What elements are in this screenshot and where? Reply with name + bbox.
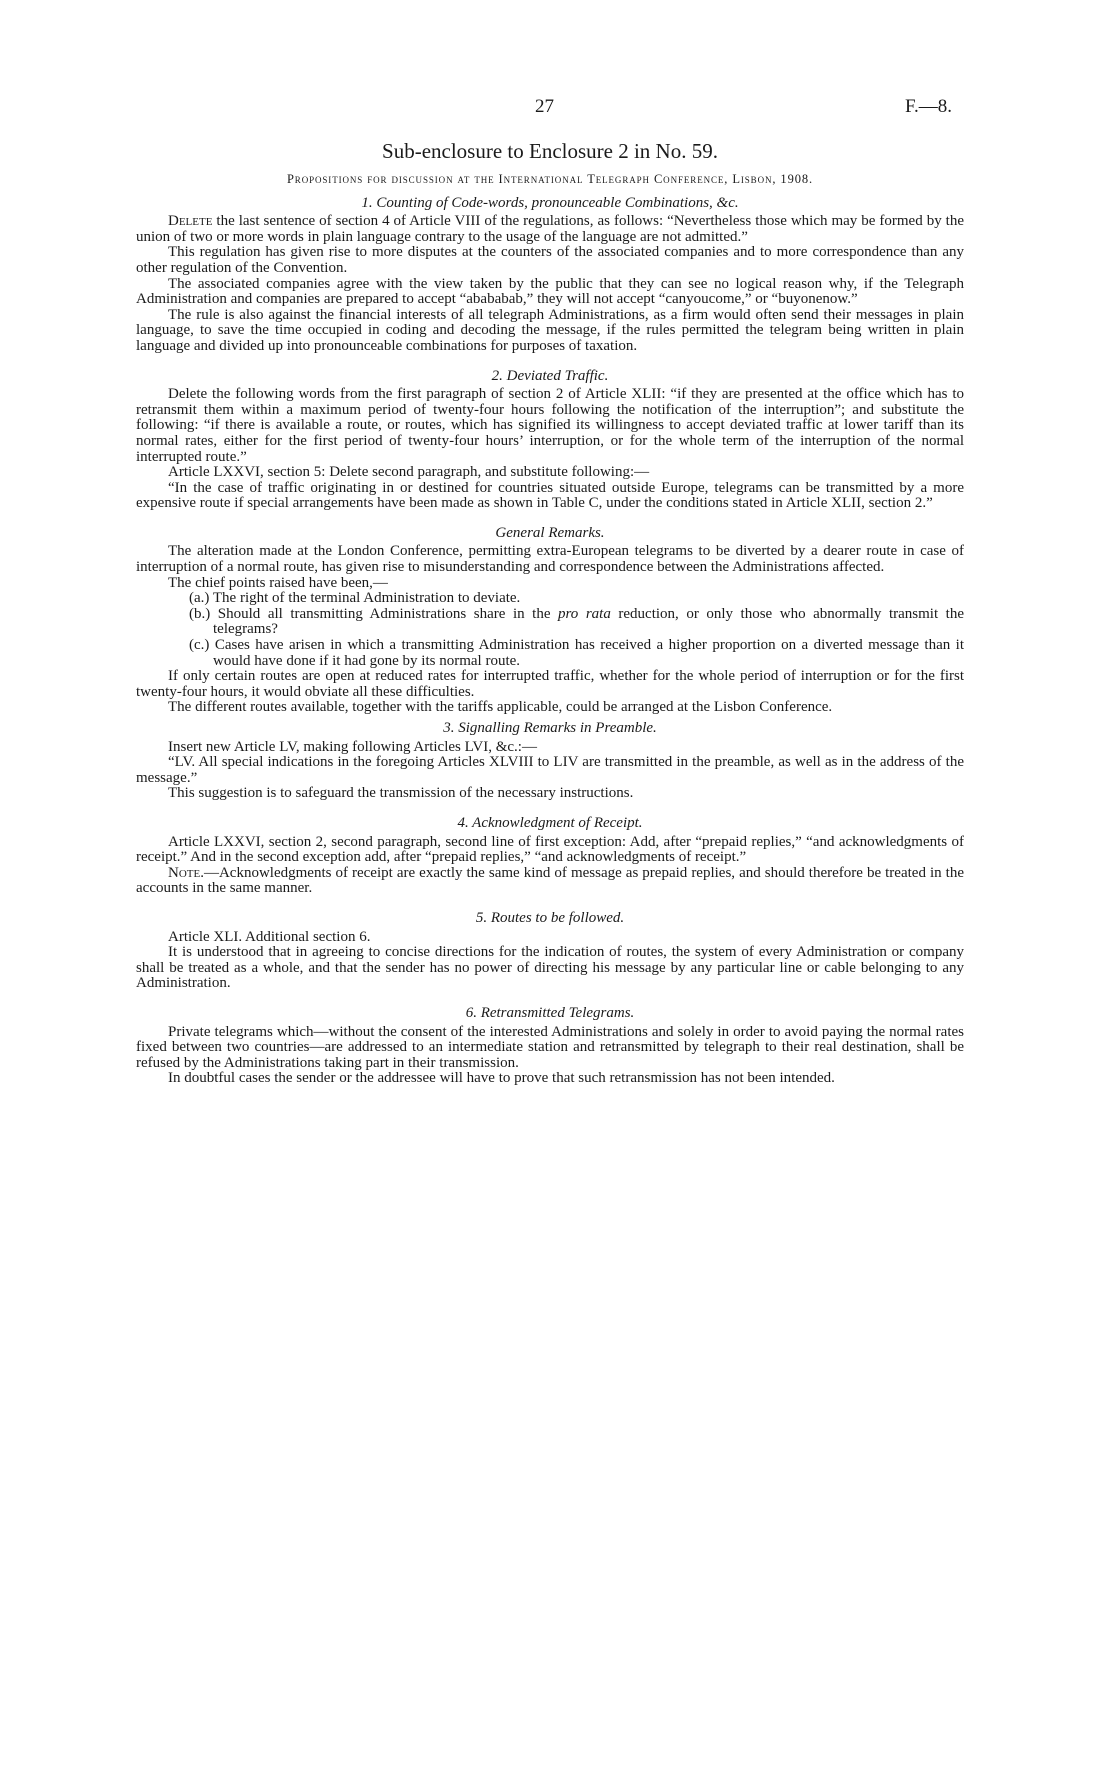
- paragraph-text: the last sentence of section 4 of Article VIII of the regulations, as follows: “Nevertheless those which may be formed by the union of two or more words in plain language contrary to the usage of the language are not admitted.”: [136, 213, 964, 245]
- paragraph: [136, 214, 964, 245]
- body-column: [136, 138, 964, 1087]
- paragraph: The alteration made at the London Conference, permitting extra-European telegrams to be diverted by a dearer route in case of interruption of a normal route, has given rise to misunderstanding and correspondence between the Administrations affected.: [136, 543, 964, 576]
- paragraph: It is understood that in agreeing to concise directions for the indication of routes, the system of every Administration or company shall be treated as a whole, and that the sender has no power of directing his message by any particular line or cable belonging to any Administration.: [136, 944, 964, 992]
- paragraph: In doubtful cases the sender or the addressee will have to prove that such retransmission has not been intended.: [168, 1070, 835, 1087]
- paragraph: Article LXXVI, section 5: Delete second paragraph, and substitute following:—: [168, 464, 650, 481]
- page-reference: F.—8.: [905, 96, 953, 117]
- paragraph: The associated companies agree with the view taken by the public that they can see no logical reason why, if the Telegraph Administration and companies are prepared to accept “abababab,” they will not accept “canyoucome,” or “buyonenow.”: [136, 275, 964, 308]
- section-6-heading: 6. Retransmitted Telegrams.: [465, 1004, 635, 1021]
- emphasis-text: pro rata: [558, 605, 611, 622]
- paragraph: The different routes available, together with the tariffs applicable, could be arranged at the Lisbon Conference.: [168, 699, 833, 716]
- note-text: —Acknowledgments of receipt are exactly the same kind of message as prepaid replies, and should therefore be treated in the accounts in the same manner.: [136, 864, 964, 897]
- page-number: 27: [535, 96, 554, 117]
- list-item-text: (b.) Should all transmitting Administrations share in the: [189, 605, 559, 622]
- paragraph: Article XLI. Additional section 6.: [168, 928, 371, 945]
- document-title: Sub-enclosure to Enclosure 2 in No. 59.: [382, 139, 718, 163]
- paragraph: This regulation has given rise to more disputes at the counters of the associated companies and to more correspondence than any other regulation of the Convention.: [136, 244, 964, 276]
- section-5-heading: 5. Routes to be followed.: [475, 909, 625, 926]
- note-lead: Note.: [168, 864, 204, 881]
- section-4-heading: 4. Acknowledgment of Receipt.: [457, 814, 643, 831]
- paragraph: Private telegrams which—without the consent of the interested Administrations and solely in order to avoid paying the normal rates fixed between two countries—are addressed to an intermediate station and retransmitted by telegraph to their real destination, shall be refused by the Administrations taking part in their transmission.: [136, 1023, 964, 1071]
- list-item-text: reduction, or only those who abnormally transmit the telegrams?: [213, 605, 964, 638]
- paragraph: This suggestion is to safeguard the transmission of the necessary instructions.: [168, 785, 634, 802]
- paragraph: Insert new Article LV, making following Articles LVI, &c.:—: [168, 738, 537, 755]
- note-paragraph: [136, 866, 964, 897]
- paragraph: The chief points raised have been,—: [168, 574, 388, 591]
- general-remarks-heading: General Remarks.: [495, 524, 605, 541]
- section-1-heading: 1. Counting of Code-words, pronounceable Combinations, &c.: [361, 194, 739, 211]
- document-subtitle: Propositions for discussion at the International Telegraph Conference, Lisbon, 1908.: [286, 172, 814, 186]
- paragraph: The rule is also against the financial interests of all telegraph Administrations, as a firm would often send their messages in plain language, to save the time occupied in coding and decoding the message, if the rules permitted the telegram being written in plain language and divided up into pronounceable combinations for purposes of taxation.: [136, 306, 964, 354]
- paragraph: “LV. All special indications in the foregoing Articles XLVIII to LIV are transmitted in the preamble, as well as in the address of the message.”: [136, 754, 964, 786]
- list-item: [136, 607, 964, 638]
- delete-lead: Delete: [168, 213, 213, 230]
- list-item: (a.) The right of the terminal Administration to deviate.: [189, 590, 521, 607]
- paragraph: Delete the following words from the first paragraph of section 2 of Article XLII: “if they are presented at the office which has to retransmit them within a maximum period of twenty-four hours following the notification of the interruption”; and substitute the following: “if there is available a route, or routes, which has signified its willingness to accept deviated traffic at lower tariff than its normal rates, either for the first period of twenty-four hours’ interruption, or for the whole term of the interruption of the normal interrupted route.”: [136, 386, 964, 465]
- paragraph: “In the case of traffic originating in or destined for countries situated outside Europe, telegrams can be transmitted by a more expensive route if special arrangements have been made as shown in Table C, under the conditions stated in Article XLII, section 2.”: [136, 479, 964, 512]
- section-2-heading: 2. Deviated Traffic.: [491, 367, 609, 384]
- section-3-heading: 3. Signalling Remarks in Preamble.: [443, 720, 657, 736]
- list-item: (c.) Cases have arisen in which a transmitting Administration has received a higher proportion on a diverted message than it would have done if it had gone by its normal route.: [189, 637, 964, 669]
- paragraph: If only certain routes are open at reduced rates for interrupted traffic, whether for the whole period of interruption or for the first twenty-four hours, it would obviate all these difficulties.: [136, 668, 964, 700]
- paragraph: Article LXXVI, section 2, second paragraph, second line of first exception: Add, after “prepaid replies,” “and acknowledgments of receipt.” And in the second exception add, after “prepaid replies,” “and acknowledgments of receipt.”: [136, 833, 964, 866]
